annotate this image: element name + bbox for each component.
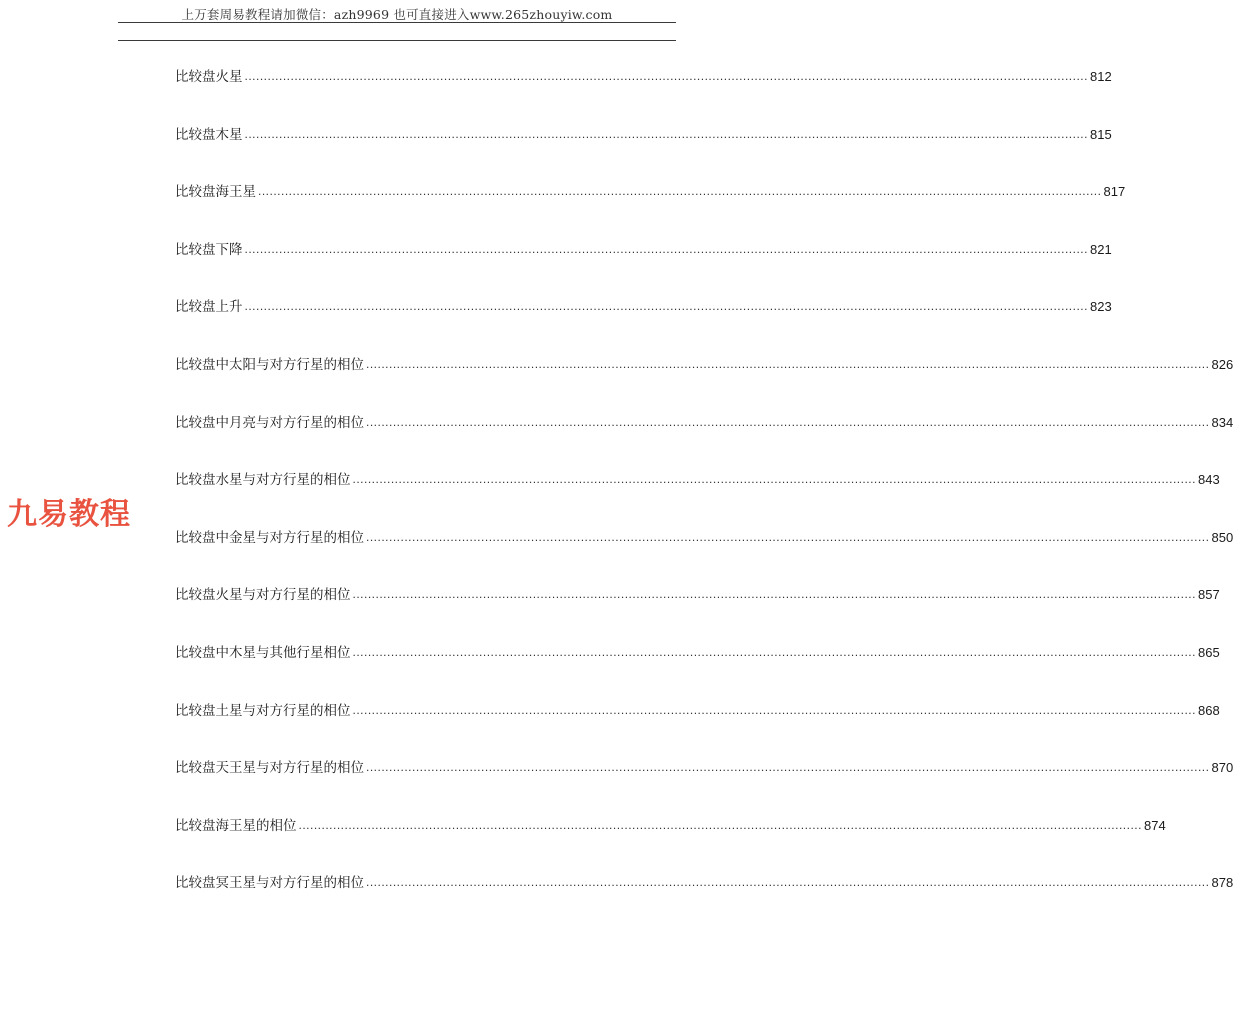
- toc-entry-page: 874: [1143, 817, 1166, 833]
- toc-entry[interactable]: [175, 125, 1112, 183]
- toc-entry-page: 878: [1211, 875, 1233, 891]
- toc-entry[interactable]: [175, 585, 1220, 643]
- toc-dot-leader: ............................................................................................................................................................................................................................: [352, 472, 1196, 487]
- toc-entry-title: 比较盘中太阳与对方行星的相位: [175, 356, 364, 373]
- toc-entry[interactable]: [175, 758, 1233, 816]
- toc-entry-title: 比较盘海王星的相位: [175, 817, 297, 834]
- toc-entry-page: 843: [1197, 472, 1220, 488]
- toc-dot-leader: ............................................................................................................................................................................................................................: [366, 529, 1210, 544]
- toc-dot-leader: ............................................................................................................................................................................................................................: [366, 875, 1210, 890]
- toc-dot-leader: ............................................................................................................................................................................................................................: [366, 356, 1210, 371]
- toc-entry-page: 870: [1211, 760, 1233, 776]
- toc-entry-page: 850: [1211, 529, 1233, 545]
- toc-dot-leader: ............................................................................................................................................................................................................................: [352, 644, 1196, 659]
- toc-entry-page: 823: [1089, 299, 1112, 315]
- toc-entry-page: 812: [1089, 69, 1112, 84]
- toc-dot-leader: ............................................................................................................................................................................................................................: [244, 126, 1088, 141]
- toc-entry-title: 比较盘木星: [175, 126, 243, 143]
- toc-entry-page: 826: [1211, 356, 1233, 372]
- toc-entry-title: 比较盘天王星与对方行星的相位: [175, 760, 364, 777]
- toc-entry[interactable]: [175, 701, 1220, 759]
- toc-entry-title: 比较盘中月亮与对方行星的相位: [175, 414, 364, 431]
- toc-entry[interactable]: [175, 470, 1220, 528]
- toc-entry-title: 比较盘冥王星与对方行星的相位: [175, 875, 364, 892]
- toc-entry-title: 比较盘上升: [175, 299, 243, 316]
- toc-dot-leader: ............................................................................................................................................................................................................................: [352, 702, 1196, 717]
- toc-entry[interactable]: [175, 816, 1166, 874]
- toc-dot-leader: ............................................................................................................................................................................................................................: [244, 241, 1088, 256]
- toc-entry-title: 比较盘火星: [175, 69, 243, 85]
- page-header-text: 上万套周易教程请加微信：azh9969 也可直接进入www.265zhouyiw.com: [181, 7, 613, 22]
- toc-dot-leader: ............................................................................................................................................................................................................................: [352, 587, 1196, 602]
- toc-entry-title: 比较盘下降: [175, 241, 243, 258]
- toc-entry-title: 比较盘海王星: [175, 184, 256, 201]
- toc-entry[interactable]: [175, 413, 1233, 471]
- toc-entry-title: 比较盘中金星与对方行星的相位: [175, 529, 364, 546]
- toc-entry-title: 比较盘水星与对方行星的相位: [175, 472, 351, 489]
- toc-entry-page: 865: [1197, 644, 1220, 660]
- toc-entry[interactable]: [175, 355, 1233, 413]
- toc-entry[interactable]: [175, 182, 1126, 240]
- toc-dot-leader: ............................................................................................................................................................................................................................: [366, 414, 1210, 429]
- toc-entry[interactable]: [175, 643, 1220, 701]
- toc-entry[interactable]: [175, 297, 1112, 355]
- toc-entry-page: 815: [1089, 126, 1112, 142]
- toc-entry-page: 821: [1089, 241, 1112, 257]
- toc-dot-leader: ............................................................................................................................................................................................................................: [258, 184, 1102, 199]
- header-rule-top: [118, 22, 676, 23]
- toc-entry-page: 868: [1197, 702, 1220, 718]
- toc-entry[interactable]: [175, 67, 1112, 125]
- toc-entry-title: 比较盘土星与对方行星的相位: [175, 702, 351, 719]
- toc-entry-page: 834: [1211, 414, 1233, 430]
- toc-entry-page: 857: [1197, 587, 1220, 603]
- toc-dot-leader: ............................................................................................................................................................................................................................: [298, 817, 1142, 832]
- toc-entry[interactable]: [175, 240, 1112, 298]
- toc-dot-leader: ............................................................................................................................................................................................................................: [244, 69, 1088, 83]
- watermark-logo: 九易教程: [7, 497, 131, 532]
- toc-entry-title: 比较盘中木星与其他行星相位: [175, 644, 351, 661]
- toc-dot-leader: ............................................................................................................................................................................................................................: [366, 760, 1210, 775]
- header-rule-bottom: [118, 40, 676, 41]
- toc-entry-page: 817: [1103, 184, 1126, 200]
- toc-dot-leader: ............................................................................................................................................................................................................................: [244, 299, 1088, 314]
- toc-entry[interactable]: [175, 528, 1233, 586]
- toc-entry-title: 比较盘火星与对方行星的相位: [175, 587, 351, 604]
- table-of-contents: [175, 67, 1233, 931]
- toc-entry[interactable]: [175, 873, 1233, 931]
